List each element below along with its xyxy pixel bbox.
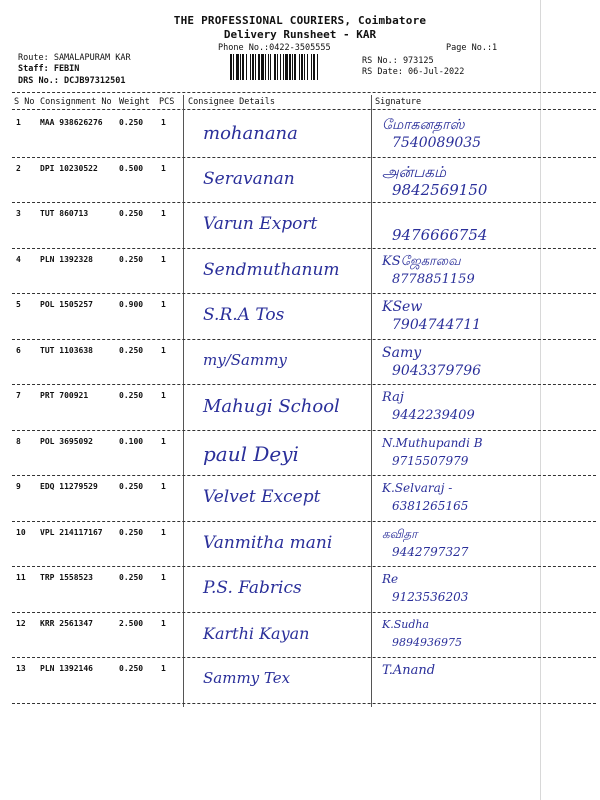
row-pcs: 1 <box>161 436 166 446</box>
col-consignee: Consignee Details <box>188 97 275 107</box>
row-sno: 3 <box>16 209 21 218</box>
row-consignment-no: KRR 2561347 <box>40 618 93 628</box>
row-signature-phone: 7904744711 <box>392 317 482 333</box>
company-title: THE PROFESSIONAL COURIERS, Coimbatore <box>173 14 427 27</box>
row-weight: 0.250 <box>119 391 144 400</box>
row-divider <box>12 521 596 522</box>
row-sno: 9 <box>16 482 21 491</box>
row-pcs: 1 <box>161 118 166 127</box>
page-number: Page No.:1 <box>446 43 498 53</box>
row-signature-phone: 9894936975 <box>392 635 462 649</box>
row-pcs: 1 <box>161 391 166 400</box>
drs-number: DRS No.: DCJB97312501 <box>18 76 126 86</box>
row-signature-phone: 9715507979 <box>392 453 469 468</box>
row-consignment-no: TUT 860713 <box>40 209 89 218</box>
row-signature-phone: 9842569150 <box>392 180 488 199</box>
row-consignee-handwriting: Karthi Kayan <box>203 623 310 643</box>
row-consignee-handwriting: Velvet Except <box>203 487 321 507</box>
row-signature-phone: 8778851159 <box>392 271 475 287</box>
row-pcs: 1 <box>161 163 166 173</box>
row-pcs: 1 <box>161 664 166 673</box>
row-sno: 1 <box>16 118 21 127</box>
row-pcs: 1 <box>161 209 166 218</box>
row-consignment-no: MAA 938626276 <box>40 118 103 127</box>
row-consignee-handwriting: Varun Export <box>203 214 318 234</box>
row-consignee-handwriting: S.R.A Tos <box>203 305 285 325</box>
row-consignment-no: POL 1505257 <box>40 300 93 309</box>
row-signature-name: Samy <box>382 344 422 361</box>
row-weight: 0.250 <box>119 527 144 537</box>
barcode-icon <box>230 54 355 80</box>
row-consignee-handwriting: P.S. Fabrics <box>203 578 302 598</box>
row-divider <box>12 430 596 431</box>
row-weight: 0.250 <box>119 118 144 127</box>
row-consignee-handwriting: my/Sammy <box>203 350 287 369</box>
row-signature-name: K.Sudha <box>382 617 430 631</box>
phone-number: Phone No.:0422-3505555 <box>218 43 331 53</box>
row-signature-name: K.Selvaraj - <box>382 481 453 495</box>
row-sno: 8 <box>16 436 21 446</box>
row-signature-phone: 9043379796 <box>392 362 482 379</box>
row-divider <box>12 475 596 476</box>
row-divider <box>12 339 596 340</box>
row-sno: 2 <box>16 163 21 173</box>
column-line-signature <box>371 95 372 707</box>
header-divider-top <box>12 92 596 93</box>
column-line-consignee <box>183 95 184 707</box>
row-divider <box>12 248 596 249</box>
row-signature-name: அன்பகம் <box>382 162 447 181</box>
row-consignee-handwriting: Vanmitha mani <box>203 532 333 553</box>
header-divider-bottom <box>12 109 596 110</box>
row-pcs: 1 <box>161 482 166 491</box>
row-signature-name: KSஜேகாவை <box>382 253 461 269</box>
row-signature-phone: 6381265165 <box>392 499 469 513</box>
row-divider <box>12 293 596 294</box>
row-pcs: 1 <box>161 618 166 628</box>
row-signature-phone: 9476666754 <box>392 226 488 244</box>
row-sno: 13 <box>16 664 26 673</box>
row-weight: 0.900 <box>119 300 144 309</box>
row-signature-phone: 7540089035 <box>392 135 482 151</box>
row-sno: 6 <box>16 345 21 355</box>
row-signature-name: மோகனதாஸ் <box>382 117 465 133</box>
row-consignment-no: PLN 1392328 <box>40 254 93 264</box>
staff-label: Staff: FEBIN <box>18 64 80 74</box>
row-sno: 10 <box>16 527 26 537</box>
page-edge <box>540 0 541 800</box>
row-divider <box>12 612 596 613</box>
row-signature-phone: 9123536203 <box>392 590 469 604</box>
row-consignment-no: EDQ 11279529 <box>40 482 98 491</box>
row-divider <box>12 703 596 704</box>
row-consignment-no: TRP 1558523 <box>40 573 93 582</box>
row-sno: 5 <box>16 300 21 309</box>
row-consignment-no: VPL 214117167 <box>40 527 103 537</box>
row-sno: 4 <box>16 254 21 264</box>
col-sno: S No <box>14 97 35 107</box>
row-signature-phone: 9442797327 <box>392 544 469 559</box>
row-divider <box>12 566 596 567</box>
row-divider <box>12 384 596 385</box>
row-divider <box>12 202 596 203</box>
row-consignment-no: DPI 10230522 <box>40 163 98 173</box>
row-weight: 0.250 <box>119 573 144 582</box>
row-pcs: 1 <box>161 300 166 309</box>
row-signature-name: கவிதா <box>382 526 418 541</box>
row-signature-name: KSew <box>382 299 423 315</box>
row-consignee-handwriting: Seravanan <box>203 168 295 189</box>
col-weight: Weight <box>119 97 150 107</box>
row-signature-phone: 9442239409 <box>392 408 475 423</box>
row-sno: 7 <box>16 391 21 400</box>
row-signature-name: N.Muthupandi B <box>382 435 483 450</box>
row-consignee-handwriting: Sammy Tex <box>203 669 291 687</box>
row-weight: 0.250 <box>119 254 144 264</box>
row-weight: 0.250 <box>119 664 144 673</box>
row-signature-name: Raj <box>382 390 404 405</box>
row-consignee-handwriting: Sendmuthanum <box>203 259 340 280</box>
row-pcs: 1 <box>161 573 166 582</box>
row-pcs: 1 <box>161 345 166 355</box>
row-consignee-handwriting: Mahugi School <box>203 396 340 417</box>
rs-date: RS Date: 06-Jul-2022 <box>362 67 465 77</box>
row-signature-name: T.Anand <box>382 663 436 678</box>
row-consignment-no: PLN 1392146 <box>40 664 93 673</box>
row-weight: 0.250 <box>119 345 144 355</box>
row-consignment-no: TUT 1103638 <box>40 345 93 355</box>
row-pcs: 1 <box>161 527 166 537</box>
col-signature: Signature <box>375 97 422 107</box>
row-weight: 0.100 <box>119 436 144 446</box>
col-pcs: PCS <box>159 97 175 107</box>
route-label: Route: SAMALAPURAM KAR <box>18 53 131 63</box>
col-consignment: Consignment No <box>40 97 112 107</box>
row-consignee-handwriting: paul Deyi <box>203 441 299 466</box>
row-weight: 0.250 <box>119 209 144 218</box>
row-signature-name: Re <box>382 572 399 586</box>
row-weight: 2.500 <box>119 618 144 628</box>
row-divider <box>12 657 596 658</box>
row-pcs: 1 <box>161 254 166 264</box>
row-consignment-no: PRT 700921 <box>40 391 89 400</box>
row-divider <box>12 157 596 158</box>
row-consignee-handwriting: mohanana <box>203 123 298 144</box>
runsheet-title: Delivery Runsheet - KAR <box>223 28 377 41</box>
row-consignment-no: POL 3695092 <box>40 436 93 446</box>
row-weight: 0.500 <box>119 163 144 173</box>
rs-number: RS No.: 973125 <box>362 56 434 66</box>
row-sno: 12 <box>16 618 26 628</box>
row-sno: 11 <box>16 573 26 582</box>
row-weight: 0.250 <box>119 482 144 491</box>
